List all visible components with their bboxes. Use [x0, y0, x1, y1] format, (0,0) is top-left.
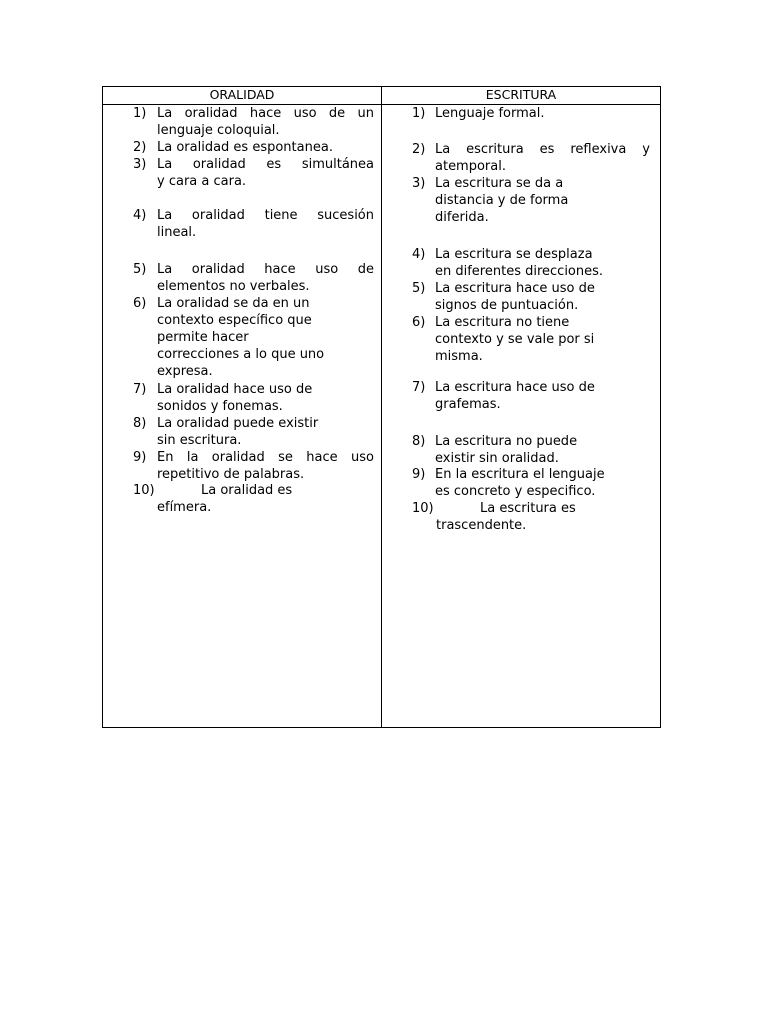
item-text-line: En la oralidad se hace uso [157, 450, 374, 465]
item-text [157, 482, 418, 516]
item-text [435, 105, 650, 122]
item-text [157, 156, 374, 190]
item-text [435, 379, 650, 413]
item-text-line: En la escritura el lenguaje [435, 467, 605, 482]
item-text [435, 141, 650, 175]
item-number: 10) [412, 501, 434, 516]
item-text-line: lenguaje coloquial. [157, 123, 280, 138]
item-text [435, 314, 650, 365]
item-number: 6) [412, 315, 426, 330]
item-text-line: Lenguaje formal. [435, 106, 545, 121]
item-text-line: correcciones a lo que uno [157, 347, 325, 362]
item-text [157, 415, 374, 449]
item-text-line: La oralidad puede existir [157, 416, 319, 431]
item-text [157, 105, 374, 139]
header-escritura: ESCRITURA [485, 87, 557, 102]
item-number: 10) [133, 483, 155, 498]
item-number: 3) [133, 157, 147, 172]
item-text-line: misma. [435, 349, 483, 364]
item-number: 1) [133, 106, 147, 121]
item-text-line: La escritura se da a [435, 176, 564, 191]
item-number: 2) [133, 140, 147, 155]
item-text-line: existir sin oralidad. [435, 451, 559, 466]
item-text-line: La oralidad es espontanea. [157, 140, 333, 155]
column-divider [381, 87, 382, 727]
item-number: 9) [133, 450, 147, 465]
item-text-line: La oralidad hace uso de un [157, 106, 374, 121]
item-text-line: elementos no verbales. [157, 279, 310, 294]
item-number: 8) [133, 416, 147, 431]
item-text-line: contexto y se vale por si [435, 332, 595, 347]
item-text-line: repetitivo de palabras. [157, 467, 305, 482]
comparison-table [102, 86, 661, 728]
item-text-line: atemporal. [435, 159, 506, 174]
item-number: 4) [412, 247, 426, 262]
item-text-line: signos de puntuación. [435, 298, 579, 313]
item-number: 5) [412, 281, 426, 296]
item-text-line: es concreto y especifico. [435, 484, 596, 499]
item-number: 2) [412, 142, 426, 157]
item-number: 3) [412, 176, 426, 191]
item-text-line: lineal. [157, 225, 197, 240]
item-text-line: expresa. [157, 364, 213, 379]
item-text-line: La escritura es reflexiva y [435, 142, 650, 157]
item-text-line: La oralidad es [201, 483, 293, 498]
item-text [435, 280, 650, 314]
item-text-line: sin escritura. [157, 433, 242, 448]
item-text-line: La oralidad es simultánea [157, 157, 374, 172]
item-text [157, 207, 374, 241]
item-text-line: La escritura es [480, 501, 576, 516]
item-number: 7) [412, 380, 426, 395]
item-text-line: grafemas. [435, 397, 501, 412]
item-text-line: sonidos y fonemas. [157, 399, 283, 414]
item-text [435, 433, 650, 467]
item-text-line: La escritura no puede [435, 434, 578, 449]
header-oralidad: ORALIDAD [209, 87, 275, 102]
item-text-line: La oralidad tiene sucesión [157, 208, 374, 223]
item-text-line: La escritura no tiene [435, 315, 570, 330]
item-text [436, 500, 695, 534]
item-text [435, 466, 650, 500]
item-text [157, 139, 374, 156]
item-text-line: La escritura hace uso de [435, 380, 595, 395]
item-number: 1) [412, 106, 426, 121]
item-number: 6) [133, 296, 147, 311]
item-text [435, 175, 650, 226]
item-text-line: efímera. [157, 500, 212, 515]
item-text-line: permite hacer [157, 330, 249, 345]
item-number: 9) [412, 467, 426, 482]
item-text [157, 261, 374, 295]
item-text [157, 381, 374, 415]
item-text-line: La escritura hace uso de [435, 281, 595, 296]
item-text [435, 246, 650, 280]
item-number: 8) [412, 434, 426, 449]
item-text-line: La oralidad hace uso de [157, 382, 313, 397]
item-text-line: La oralidad se da en un [157, 296, 310, 311]
item-text-line: trascendente. [436, 518, 527, 533]
item-text-line: La oralidad hace uso de [157, 262, 374, 277]
item-text-line: contexto específico que [157, 313, 312, 328]
item-text-line: diferida. [435, 210, 489, 225]
item-text [157, 449, 374, 483]
item-text-line: y cara a cara. [157, 174, 247, 189]
item-text-line: en diferentes direcciones. [435, 264, 604, 279]
item-text [157, 295, 374, 380]
item-text-line: La escritura se desplaza [435, 247, 593, 262]
item-text-line: distancia y de forma [435, 193, 569, 208]
item-number: 7) [133, 382, 147, 397]
item-number: 5) [133, 262, 147, 277]
item-number: 4) [133, 208, 147, 223]
